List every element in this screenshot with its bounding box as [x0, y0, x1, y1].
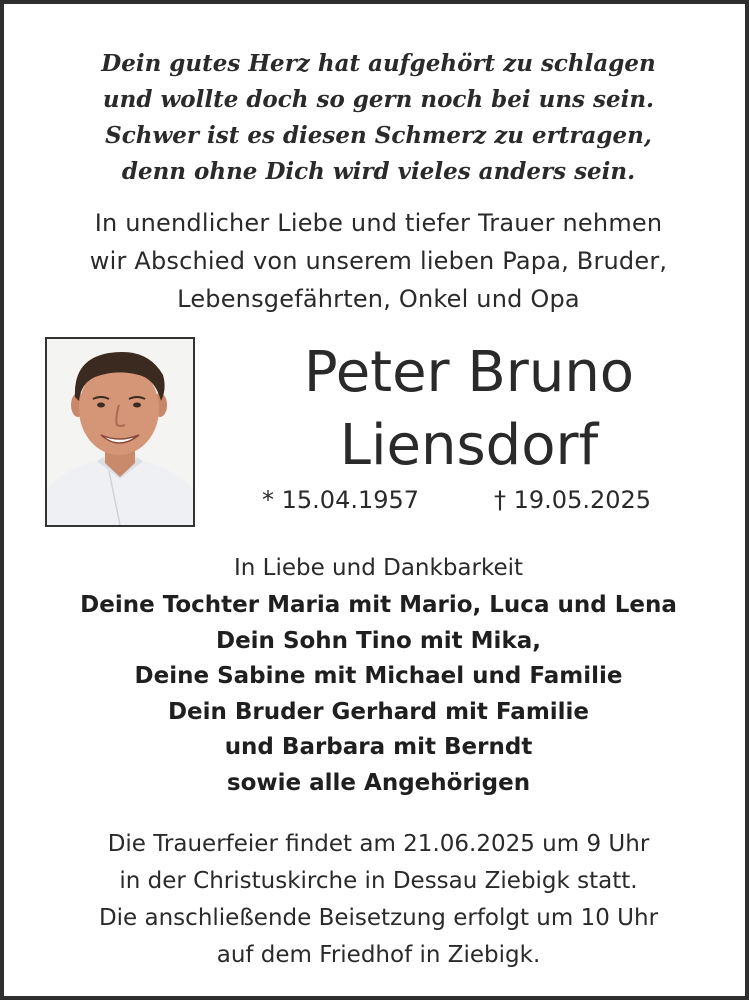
- family-line: sowie alle Angehörigen: [226, 769, 531, 796]
- death-date: † 19.05.2025: [494, 486, 652, 514]
- service-line: auf dem Friedhof in Ziebigk.: [216, 942, 541, 968]
- poem-line: und wollte doch so gern noch bei uns sein.: [102, 86, 655, 113]
- poem-line: Schwer ist es diesen Schmerz zu ertragen,: [105, 122, 652, 149]
- service-line: Die Trauerfeier findet am 21.06.2025 um 9 Uhr: [107, 831, 650, 857]
- intro-line: Lebensgefährten, Onkel und Opa: [177, 285, 580, 313]
- thanks-line: In Liebe und Dankbarkeit: [233, 555, 524, 581]
- family-list: [4, 588, 749, 801]
- family-line: Deine Tochter Maria mit Mario, Luca und Lena: [80, 592, 677, 618]
- birth-date: * 15.04.1957: [262, 486, 420, 514]
- intro-text: [4, 204, 749, 318]
- portrait-photo: [45, 337, 195, 527]
- portrait-illustration: [47, 339, 193, 525]
- service-info: [4, 826, 749, 974]
- deceased-first-names: Peter Bruno: [303, 340, 635, 405]
- intro-line: In unendlicher Liebe und tiefer Trauer nehmen: [94, 209, 663, 237]
- family-line: Dein Sohn Tino mit Mika,: [215, 627, 541, 654]
- poem-line: Dein gutes Herz hat aufgehört zu schlagen: [101, 50, 656, 77]
- family-line: und Barbara mit Berndt: [224, 734, 533, 760]
- family-line: Dein Bruder Gerhard mit Familie: [167, 698, 590, 725]
- service-line: in der Christuskirche in Dessau Ziebigk statt.: [119, 868, 638, 894]
- service-line: Die anschließende Beisetzung erfolgt um 10 Uhr: [98, 905, 659, 931]
- poem: [4, 46, 749, 190]
- deceased-last-name: Liensdorf: [339, 413, 599, 478]
- family-line: Deine Sabine mit Michael und Familie: [134, 663, 623, 689]
- poem-line: denn ohne Dich wird vieles anders sein.: [121, 158, 636, 185]
- intro-line: wir Abschied von unserem lieben Papa, Bruder,: [89, 247, 668, 275]
